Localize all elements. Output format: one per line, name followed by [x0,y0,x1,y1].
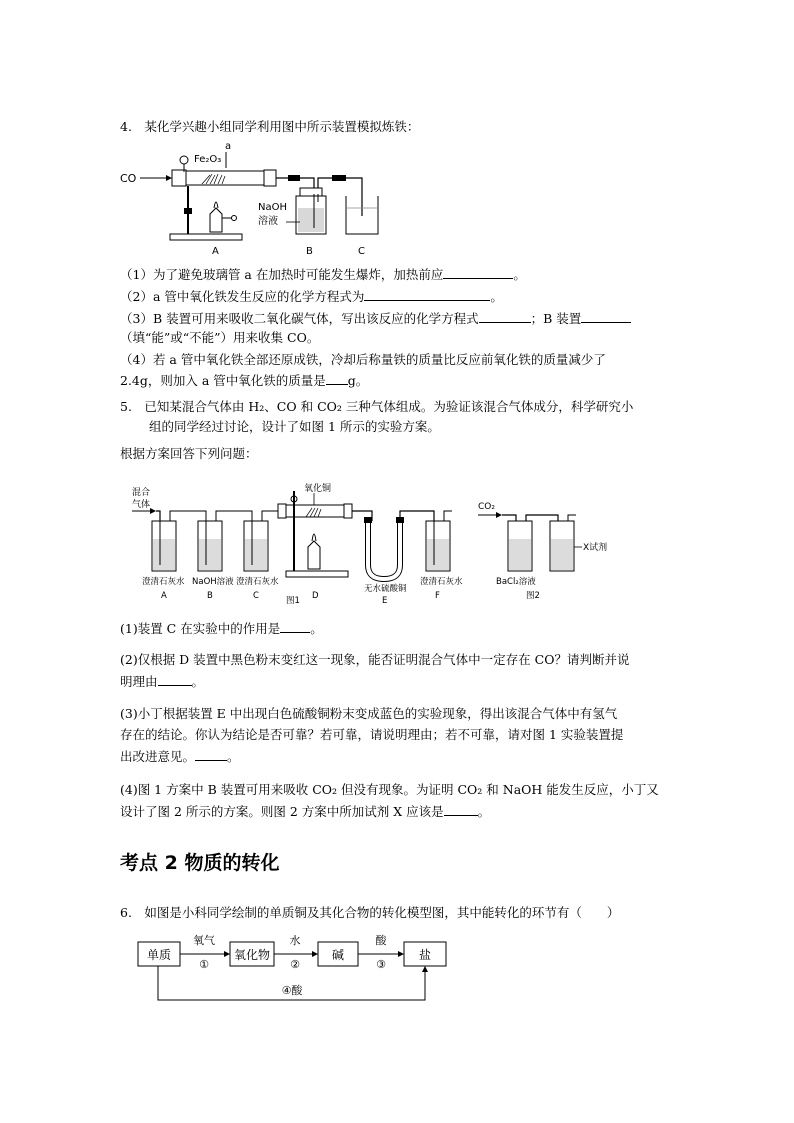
q6-conversion-diagram [132,930,462,1010]
box-salt-label: 盐 [418,948,432,962]
q5-bottle-b-label: NaOH溶液 [192,577,234,587]
q4-tube-a-label: a [225,141,232,152]
q4-part4: （4）若 a 管中氧化铁全部还原成铁，冷却后称量铁的质量比反应前氧化铁的质量减少了 [120,352,606,367]
q5-label-b: B [207,591,213,601]
q5-part4-line1: (4)图 1 方案中 B 装置可用来吸收 CO₂ 但没有现象。为证明 CO₂ 和 NaOH 能发生反应，小丁又 [120,782,659,797]
arrow-4-label: ④酸 [281,984,303,997]
answer-blank[interactable] [158,673,192,686]
arrow-4-head [422,966,428,972]
q5-stem-2: 组的同学经过讨论，设计了如图 1 所示的实验方案。 [149,419,440,434]
arrow-1-top-label: 氧气 [193,934,215,947]
answer-blank[interactable] [581,310,631,323]
arrow-1-bottom-label: ① [199,958,209,971]
q5-label-a: A [161,591,167,601]
answer-blank[interactable] [364,288,490,301]
q4-stem: 4. 某化学兴趣小组同学利用图中所示装置模拟炼铁： [120,119,420,134]
answer-blank[interactable] [280,620,310,633]
q5-part3-line3: 出改进意见。 。 [120,749,240,764]
q5-fig2-caption: 图2 [526,591,540,601]
arrow-3-bottom-label: ③ [376,958,386,971]
q5-gas-label-2: 气体 [132,500,151,510]
arrow-1-head [224,951,230,957]
q5-part3-line1: (3)小丁根据装置 E 中出现白色硫酸铜粉末变成蓝色的实验现象，得出该混合气体中有氢气 [120,706,618,721]
q5-part3-line2: 存在的结论。你认为结论是否可靠？若可靠，请说明理由；若不可靠，请对图 1 实验装置提 [120,727,624,742]
q5-cuo-label: 氧化铜 [304,484,332,494]
q4-part1: （1）为了避免玻璃管 a 在加热时可能发生爆炸，加热前应 。 [120,267,526,282]
answer-blank[interactable] [326,372,348,385]
arrow-2-bottom-label: ② [290,958,300,971]
box-oxide-label: 氧化物 [233,948,271,962]
arrow-2-head [312,951,318,957]
q5-bottle-f-label: 澄清石灰水 [420,577,463,587]
q4-fe2o3-label: Fe₂O₃ [194,154,222,165]
q4-apparatus-figure [118,138,398,258]
answer-blank[interactable] [479,310,531,323]
q4-co-label: CO [120,172,137,185]
q4-label-a: A [212,246,219,257]
q5-label-d: D [312,591,319,601]
q4-part4-cont: 2.4g，则加入 a 管中氧化铁的质量是 g。 [120,373,369,388]
q5-apparatus-figure [128,477,648,607]
arrow-3-top-label: 酸 [375,934,387,947]
q5-label-e: E [382,596,388,606]
q6-stem: 6. 如图是小科同学绘制的单质铜及其化合物的转化模型图，其中能转化的环节有（ ） [120,905,620,920]
q5-fig1-caption: 图1 [286,596,300,606]
q4-part3-cont: （填“能”或“不能”）用来收集 CO。 [120,330,320,345]
q5-bottle-a-label: 澄清石灰水 [142,577,185,587]
q5-part4-line2: 设计了图 2 所示的方案。则图 2 方案中所加试剂 X 应该是 。 [120,804,491,819]
arrow-3-head [398,951,404,957]
answer-blank[interactable] [195,748,227,761]
box-base-label: 碱 [331,948,345,962]
q4-solution-label: 溶液 [258,216,278,227]
answer-blank[interactable] [444,803,478,816]
q5-label-f: F [435,591,440,601]
q5-utube-e-label: 无水硫酸铜 [364,584,407,594]
answer-blank[interactable] [443,266,513,279]
q5-part2-line1: (2)仅根据 D 装置中黑色粉末变红这一现象，能否证明混合气体中一定存在 CO？请判断并说 [120,652,630,667]
section-heading: 考点 2 物质的转化 [120,852,280,874]
q5-bottle-g-label: BaCl₂溶液 [496,577,536,587]
q5-reagent-x-label: X试剂 [583,543,608,553]
q5-co2-label: CO₂ [478,502,495,512]
q4-label-c: C [358,246,365,257]
q4-naoh-label: NaOH [258,202,287,213]
q5-part1: (1)装置 C 在实验中的作用是 。 [120,621,323,636]
box-element-label: 单质 [146,948,172,962]
arrow-2-top-label: 水 [289,934,301,947]
q5-lead: 根据方案回答下列问题： [120,446,258,461]
q5-stem-1: 5. 已知某混合气体由 H₂、CO 和 CO₂ 三种气体组成。为验证该混合气体成分，科学研究小 [120,399,634,414]
q5-part2-line2: 明理由 。 [120,674,205,689]
q5-gas-label-1: 混合 [132,488,151,498]
q5-label-c: C [253,591,259,601]
q4-part2: （2）a 管中氧化铁发生反应的化学方程式为 。 [120,289,503,304]
q5-bottle-c-label: 澄清石灰水 [236,577,279,587]
q4-part3: （3）B 装置可用来吸收二氧化碳气体，写出该反应的化学方程式 ；B 装置 [120,310,631,327]
q4-label-b: B [306,246,313,257]
